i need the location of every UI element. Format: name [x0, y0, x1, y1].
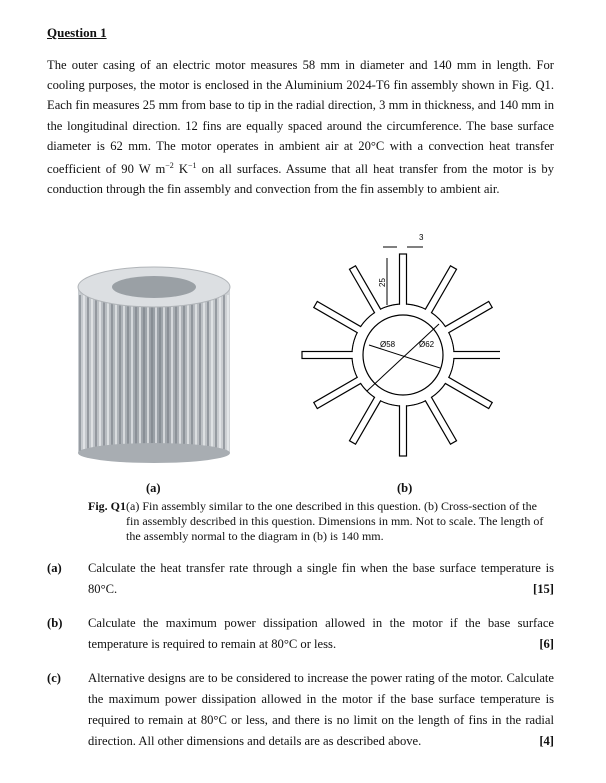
part-text: Calculate the heat transfer rate through a single fin when the base surface temperature is 80°C.	[88, 561, 554, 596]
intro-text: The outer casing of an electric motor measures 58 mm in diameter and 140 mm in length. For cooling purposes, the motor is enclosed in the Aluminium 2024-T6 fin assembly shown in Fig. Q1. Each fin measures 25 mm from base to tip in the radial direction, 3 mm in thickness, and 140 mm in the longitudinal direction. 12 fins are equally spaced around the circumference. The base surface diameter is 62 mm. The motor operates in ambient air at 20°C with a convection heat transfer coefficient of 90 W m	[47, 58, 554, 177]
question-part-b	[47, 613, 554, 655]
question-intro	[47, 55, 554, 200]
fin	[349, 266, 381, 315]
fin	[314, 376, 363, 408]
fin	[349, 396, 381, 445]
fin	[444, 376, 493, 408]
intro-text: K	[173, 162, 188, 177]
fin	[424, 266, 456, 315]
intro-text: on all surfaces. Assume that all heat transfer from the motor is by conduction through the fin assembly and convection from the fin assembly to ambient air.	[47, 162, 555, 197]
exponent: −1	[188, 161, 197, 171]
question-part-c	[47, 668, 554, 752]
caption-label: Fig. Q1	[88, 499, 126, 513]
fin	[400, 404, 407, 456]
figure-caption	[88, 499, 550, 544]
part-label: (c)	[47, 671, 61, 685]
figure-label-a: (a)	[146, 481, 161, 495]
fin	[314, 301, 363, 333]
dim-thickness: 3	[419, 233, 424, 242]
caption-text: (a) Fin assembly similar to the one described in this question. (b) Cross-section of the fin assembly described in this question. Dimensions in mm. Not to scale. The length of the assembly normal to the diagram in (b) is 140 mm.	[126, 499, 544, 543]
exponent: −2	[165, 161, 174, 171]
question-title: Question 1	[47, 25, 107, 40]
dim-outer-diameter: Ø62	[419, 340, 435, 349]
part-text: Calculate the maximum power dissipation allowed in the motor if the base surface temperature is required to remain at 80°C or less.	[88, 616, 554, 651]
part-label: (a)	[47, 561, 62, 575]
fin	[452, 352, 500, 359]
cross-section-diagram	[290, 225, 500, 465]
part-text: Alternative designs are to be considered to increase the power rating of the motor. Calculate the maximum power dissipation allowed in the motor if the base surface temperature is required to remain at 80°C or less, and there is no limit on the length of fins in the radial direction. All other dimensions and details are as described above.	[88, 671, 554, 748]
heatsink-photo	[70, 265, 240, 465]
part-marks: [6]	[539, 637, 554, 651]
dim-length: 25	[378, 278, 387, 287]
fin	[302, 352, 354, 359]
fin	[444, 301, 493, 333]
part-marks: [4]	[539, 734, 554, 748]
figure-label-b: (b)	[397, 481, 413, 495]
question-part-a	[47, 558, 554, 600]
fin	[424, 396, 456, 445]
fin	[400, 254, 407, 306]
part-label: (b)	[47, 616, 63, 630]
part-marks: [15]	[533, 582, 554, 596]
dim-inner-diameter: Ø58	[380, 340, 396, 349]
